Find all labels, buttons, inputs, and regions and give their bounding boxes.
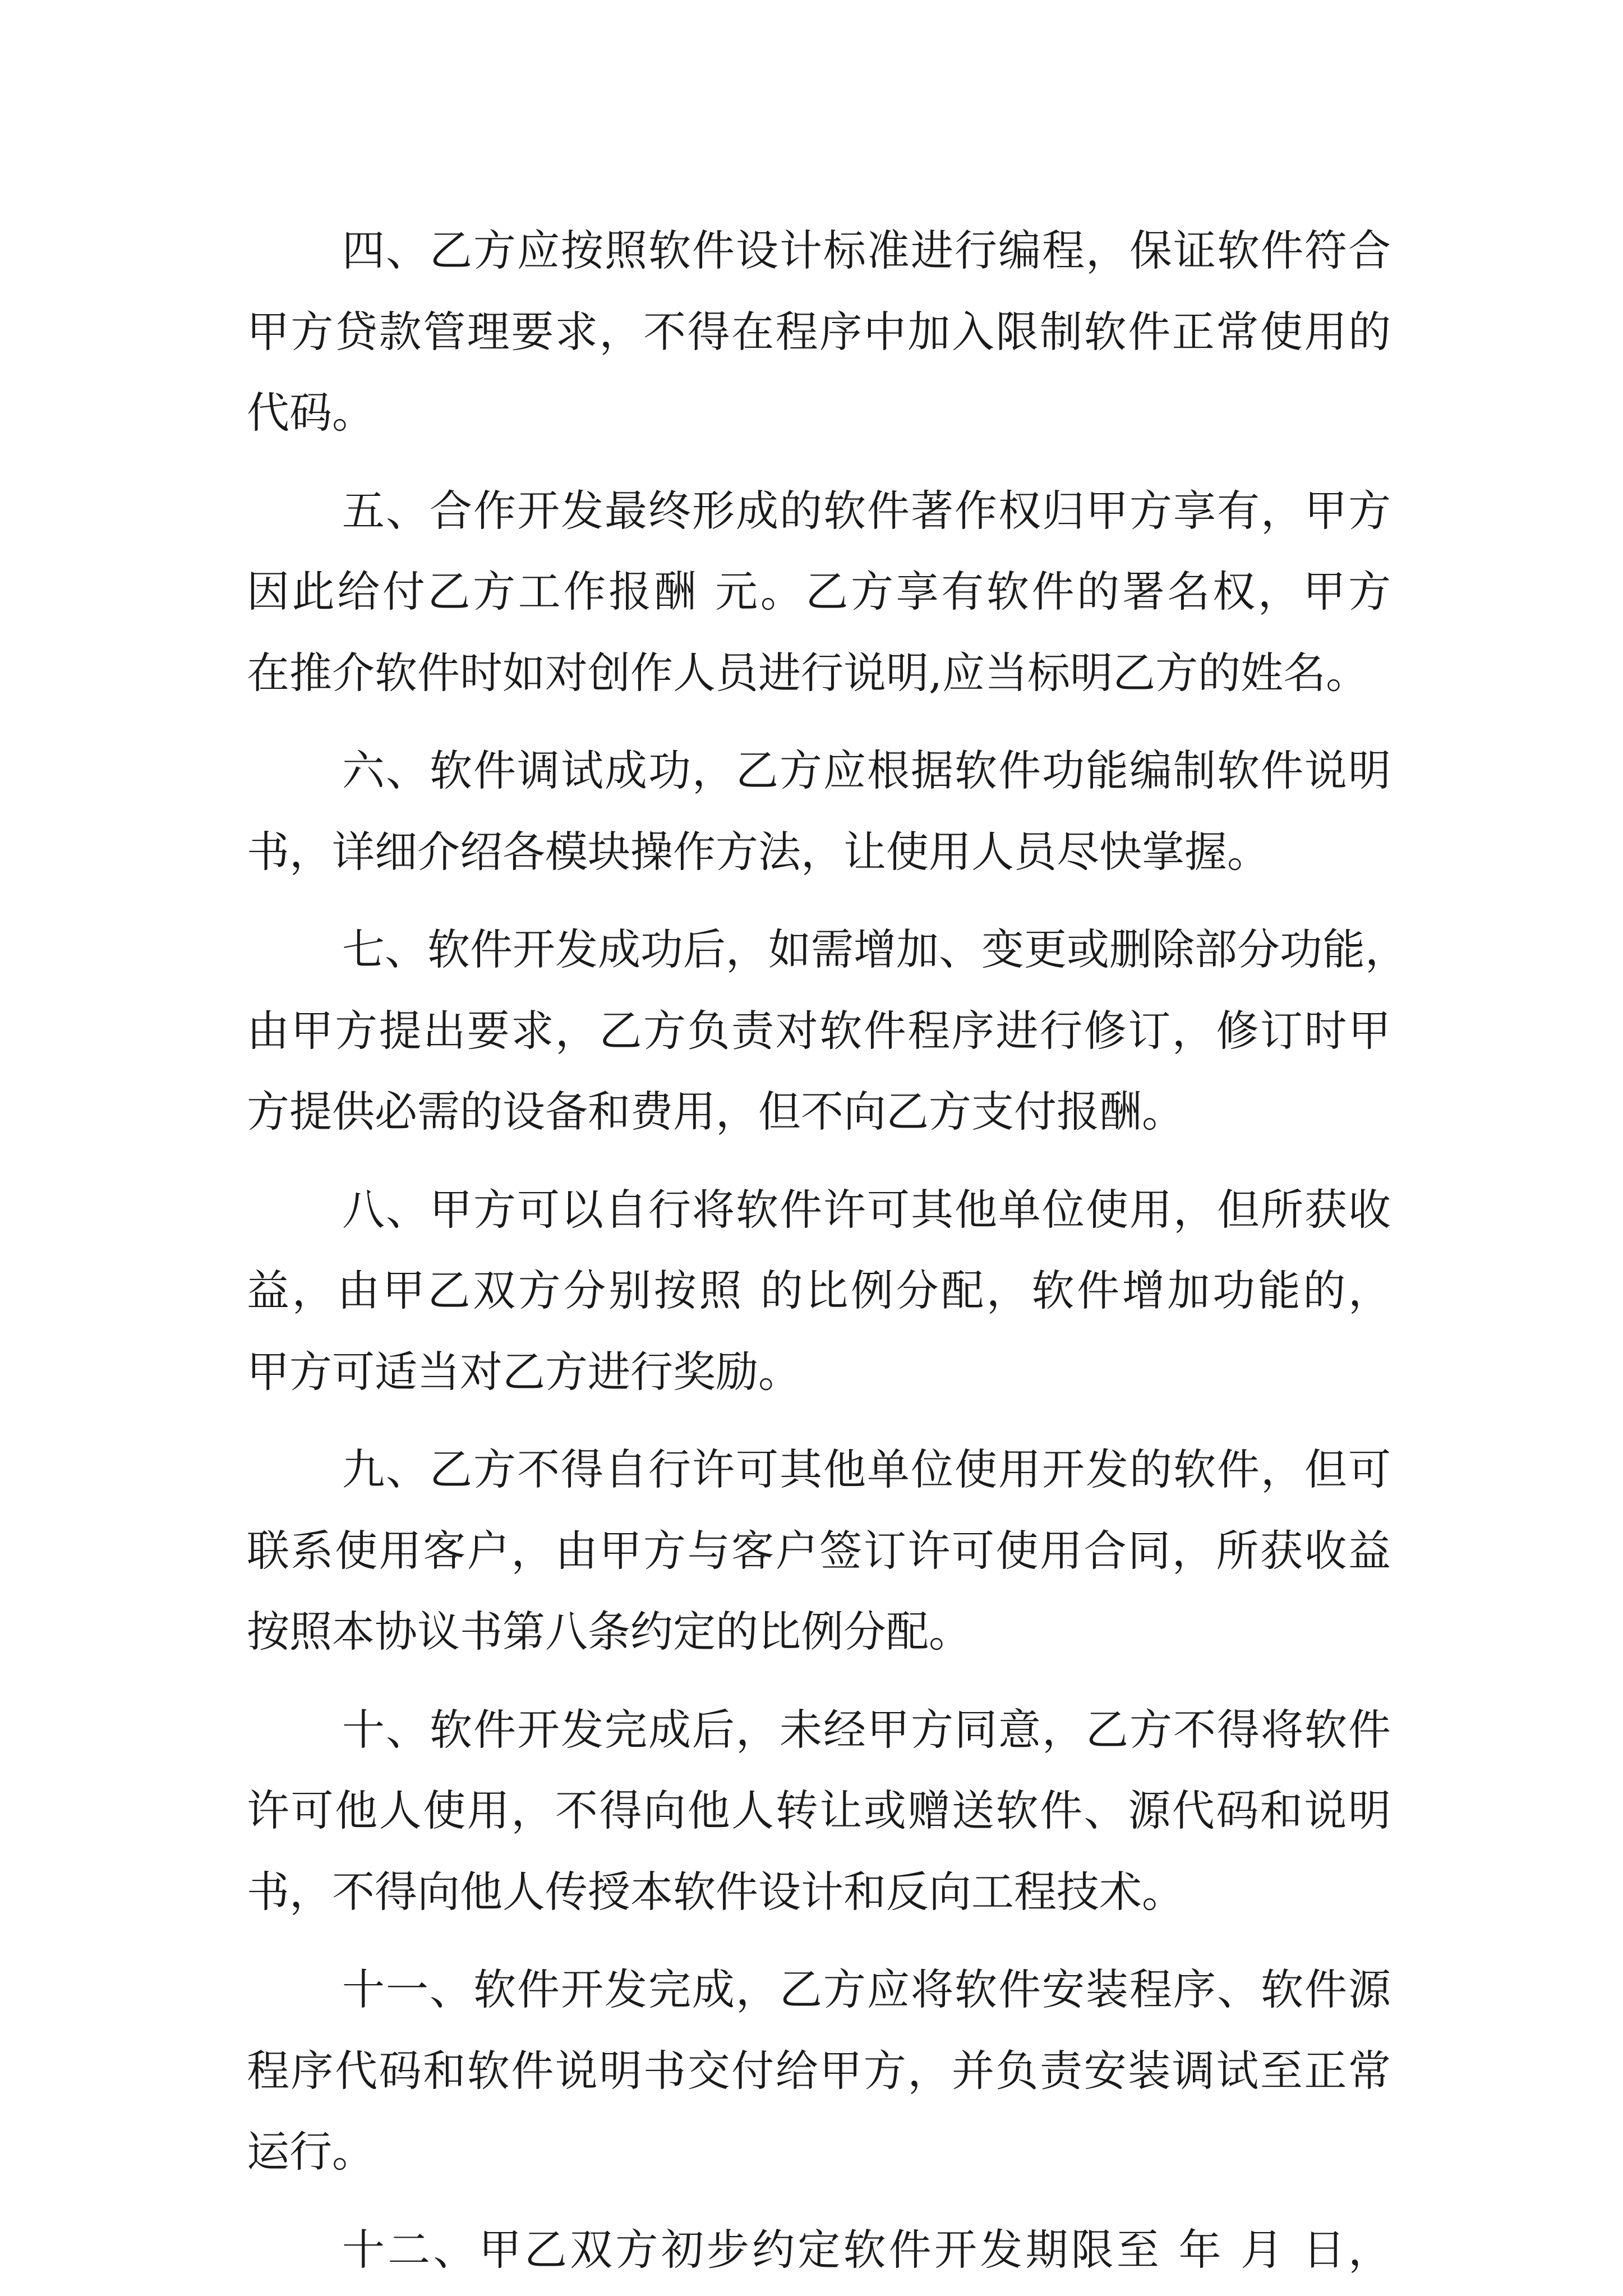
clause-9-line-2: 联系使用客户，由甲方与客户签订许可使用合同，所获收益	[247, 1525, 1391, 1576]
clause-7-line-2: 由甲方提出要求，乙方负责对软件程序进行修订，修订时甲	[247, 1005, 1391, 1056]
clause-8-line-1: 八、甲方可以自行将软件许可其他单位使用，但所获收	[342, 1184, 1391, 1235]
clause-6-line-1: 六、软件调试成功，乙方应根据软件功能编制软件说明	[342, 746, 1391, 795]
clause-10	[247, 1690, 1391, 1933]
clause-7-line-3: 方提供必需的设备和费用，但不向乙方支付报酬。	[247, 1087, 1184, 1137]
clause-5-line-3: 在推介软件时如对创作人员进行说明,应当标明乙方的姓名。	[247, 647, 1369, 698]
clause-4-line-1: 四、乙方应按照软件设计标准进行编程，保证软件符合	[342, 226, 1391, 275]
clause-5-line-2: 因此给付乙方工作报酬 元。乙方享有软件的署名权，甲方	[247, 567, 1391, 616]
clause-11-line-2: 程序代码和软件说明书交付给甲方，并负责安装调试至正常	[247, 2045, 1391, 2096]
clause-8-line-3: 甲方可适当对乙方进行奖励。	[247, 1346, 801, 1397]
clause-5-line-1: 五、合作开发最终形成的软件著作权归甲方享有，甲方	[342, 485, 1391, 536]
clause-10-line-1: 十、软件开发完成后，未经甲方同意，乙方不得将软件	[342, 1704, 1391, 1755]
clause-12-line-1: 十二、甲乙双方初步约定软件开发期限至 年 月 日，	[342, 2224, 1391, 2275]
clause-4	[247, 210, 1391, 454]
document-body	[247, 210, 1408, 2290]
clause-4-line-3: 代码。	[247, 388, 375, 438]
clause-8-line-2: 益，由甲乙双方分别按照 的比例分配，软件增加功能的，	[247, 1266, 1391, 1315]
clause-11-line-3: 运行。	[247, 2127, 375, 2177]
clause-8	[247, 1170, 1391, 1413]
clause-11	[247, 1949, 1391, 2193]
clause-5	[247, 471, 1391, 714]
clause-9-line-3: 按照本协议书第八条约定的比例分配。	[247, 1607, 971, 1657]
clause-7	[247, 909, 1408, 1153]
clause-7-line-1: 七、软件开发成功后，如需增加、变更或删除部分功能，	[342, 924, 1408, 974]
clause-9	[247, 1429, 1391, 1673]
clause-12	[247, 2210, 1391, 2291]
clause-10-line-3: 书，不得向他人传授本软件设计和反向工程技术。	[247, 1866, 1184, 1917]
clause-6	[247, 730, 1391, 892]
clause-4-line-2: 甲方贷款管理要求，不得在程序中加入限制软件正常使用的	[247, 306, 1391, 357]
clause-11-line-1: 十一、软件开发完成，乙方应将软件安装程序、软件源	[342, 1964, 1391, 2014]
clause-9-line-1: 九、乙方不得自行许可其他单位使用开发的软件，但可	[342, 1444, 1391, 1494]
clause-10-line-2: 许可他人使用，不得向他人转让或赠送软件、源代码和说明	[247, 1786, 1391, 1835]
clause-6-line-2: 书，详细介绍各模块操作方法，让使用人员尽快掌握。	[247, 826, 1270, 877]
